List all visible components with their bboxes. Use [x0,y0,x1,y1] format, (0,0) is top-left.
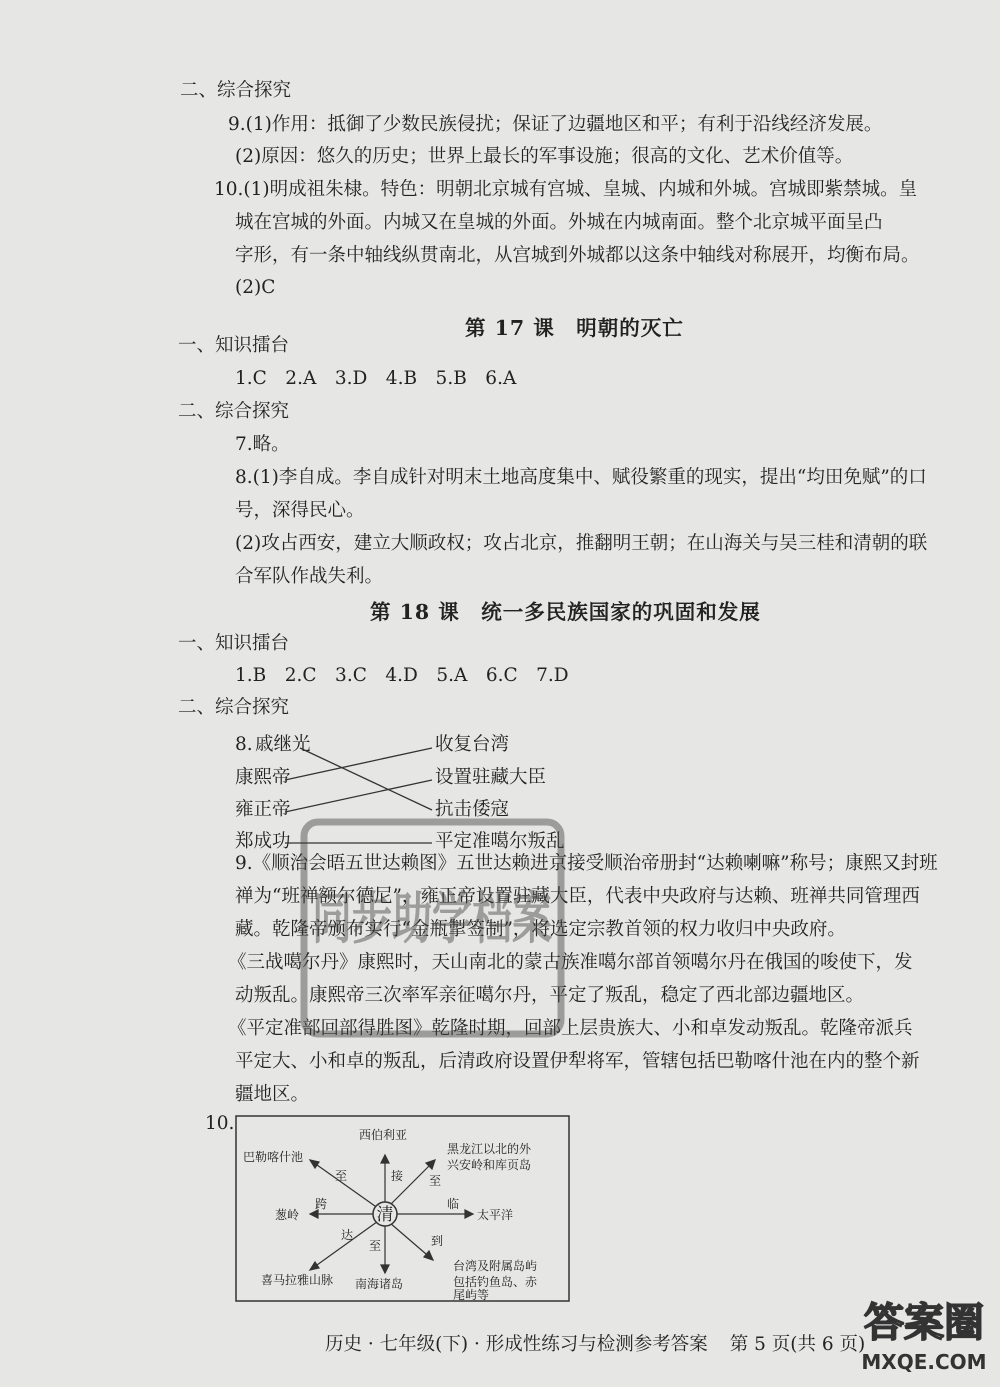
region-label: 黑龙江以北的外 [447,1142,532,1156]
region-label: 包括钓鱼岛、赤 [453,1275,538,1289]
region-label: 太平洋 [477,1208,514,1222]
lesson-title: 第 18 课 统一多民族国家的巩固和发展 [370,600,761,624]
answer-line: 9.(1)作用：抵御了少数民族侵扰；保证了边疆地区和平；有利于沿线经济发展。 [228,114,883,135]
matching-right-item: 抗击倭寇 [435,799,510,820]
answer-line: 字形，有一条中轴线纵贯南北，从宫城到外城都以这条中轴线对称展开，均衡布局。 [235,245,920,266]
region-label: 兴安岭和库页岛 [447,1158,532,1172]
section-heading: 一、知识擂台 [178,633,290,654]
answer-line: (2)C [235,277,276,298]
matching-number: 8. [235,734,253,755]
answer-line: 8.(1)李自成。李自成针对明末土地高度集中、赋役繁重的现实，提出“均田免赋”的口 [235,467,927,488]
region-label: 西伯利亚 [359,1128,408,1142]
region-label: 台湾及附属岛屿 [453,1259,538,1273]
matching-right-item: 设置驻藏大臣 [435,767,547,788]
footer-title: 历史 · 七年级(下) · 形成性练习与检测参考答案 [325,1334,708,1355]
region-label: 南海诸岛 [355,1277,404,1291]
answer-line: (2)攻占西安，建立大顺政权；攻占北京，推翻明王朝；在山海关与吴三桂和清朝的联 [235,533,928,554]
question-number: 10. [205,1113,235,1134]
relation-label: 跨 [315,1197,328,1211]
matching-left-item: 康熙帝 [235,767,291,788]
answer-line: 合军队作战失利。 [235,566,384,587]
watermark-url: MXQE.COM [861,1350,987,1374]
answer-line: 1.C 2.A 3.D 4.B 5.B 6.A [235,368,517,389]
page-footer [325,1330,865,1356]
publisher-stamp [300,818,565,1038]
answer-line: 平定大、小和卓的叛乱，后清政府设置伊犁将军，管辖包括巴勒喀什池在内的整个新 [235,1051,920,1072]
matching-right-item: 平定准噶尔叛乱 [435,831,565,852]
answer-line: 城在宫城的外面。内城又在皇城的外面。外城在内城南面。整个北京城平面呈凸 [235,212,883,233]
site-watermark [854,1281,994,1381]
region-label: 巴勒喀什池 [243,1150,304,1164]
region-label: 喜马拉雅山脉 [261,1273,334,1287]
matching-left-item: 雍正帝 [235,799,291,820]
relation-label: 至 [335,1169,348,1183]
answer-line: 9.《顺治会晤五世达赖图》五世达赖进京接受顺治帝册封“达赖喇嘛”称号；康熙又封班 [235,853,938,874]
answer-line: 动叛乱。康熙帝三次率军亲征噶尔丹，平定了叛乱，稳定了西北部边疆地区。 [235,985,865,1006]
answer-line: 禅为“班禅额尔德尼”，雍正帝设置驻藏大臣，代表中央政府与达赖、班禅共同管理西 [235,886,920,907]
relation-label: 至 [429,1174,442,1188]
section-heading: 一、知识擂台 [178,335,290,356]
stamp-text: 同步助学档案 [312,887,552,952]
answer-line: (2)原因：悠久的历史；世界上最长的军事设施；很高的文化、艺术价值等。 [235,146,854,167]
section-heading: 二、综合探究 [178,401,290,422]
answer-line: 7.略。 [235,434,290,455]
answer-line: 《平定准部回部得胜图》乾隆时期，回部上层贵族大、小和卓发动叛乱。乾隆帝派兵 [228,1018,913,1039]
matching-right-item: 收复台湾 [435,734,510,755]
relation-label: 接 [391,1169,404,1183]
region-label: 葱岭 [275,1208,300,1222]
relation-label: 临 [447,1197,460,1211]
matching-left-item: 戚继光 [255,734,311,755]
watermark-title: 答案圈 [864,1300,984,1346]
answer-line: 《三战噶尔丹》康熙时，天山南北的蒙古族准噶尔部首领噶尔丹在俄国的唆使下，发 [228,952,913,973]
answer-line: 号，深得民心。 [235,500,365,521]
match-line [285,780,432,812]
match-line [300,748,432,810]
lesson-title: 第 17 课 明朝的灭亡 [465,316,684,340]
answer-line: 疆地区。 [235,1084,310,1105]
answer-line: 1.B 2.C 3.C 4.D 5.A 6.C 7.D [235,665,569,686]
relation-label: 至 [369,1239,382,1253]
relation-label: 达 [341,1228,354,1242]
answer-line: 藏。乾隆帝颁布实行“金瓶掣签制”，将选定宗教首领的权力收归中央政府。 [235,919,846,940]
page-number: 第 5 页(共 6 页) [729,1334,866,1355]
center-label: 清 [376,1205,394,1225]
answer-line: 10.(1)明成祖朱棣。特色：明朝北京城有宫城、皇城、内城和外城。宫城即紫禁城。皇 [214,179,918,200]
qing-territory-diagram [235,1115,570,1302]
section-heading: 二、综合探究 [180,80,292,101]
matching-left-item: 郑成功 [235,831,291,852]
region-label: 尾屿等 [453,1288,490,1302]
relation-label: 到 [431,1234,444,1248]
section-heading: 二、综合探究 [178,697,290,718]
